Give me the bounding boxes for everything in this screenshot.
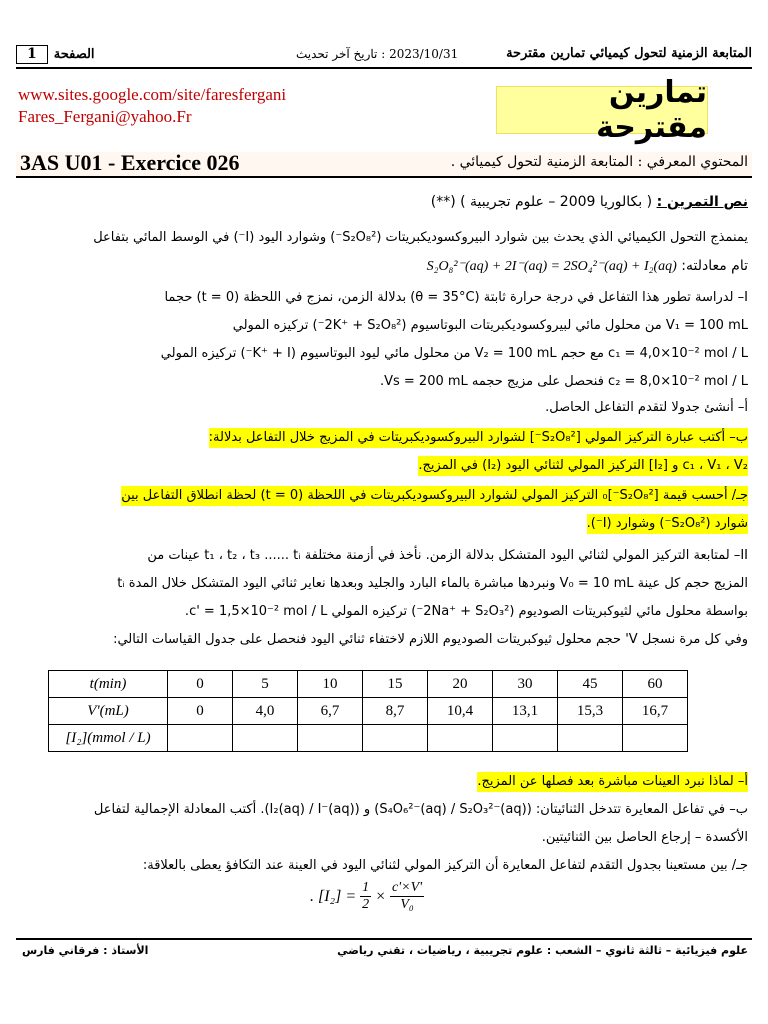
table-cell [168, 725, 233, 752]
table-cell: 30 [493, 671, 558, 698]
half-fraction [360, 880, 371, 913]
table-cell [493, 725, 558, 752]
site-link[interactable]: www.sites.google.com/site/faresfergani [18, 85, 287, 104]
table-cell: 20 [428, 671, 493, 698]
exercise-code: 3AS U01 - Exercice 026 [20, 150, 240, 175]
table-cell [558, 725, 623, 752]
header-title: المتابعة الزمنية لتحول كيميائي تمارين مقترحة [506, 46, 752, 61]
equation-line [427, 256, 748, 277]
page-title: تمارين مقترحة [496, 86, 708, 134]
update-date: 2023/10/31 : تاريخ آخر تحديث [296, 47, 459, 61]
part2-line: بواسطة محلول مائي لثيوكبريتات الصوديوم (2Na⁺ + S₂O₃²⁻) تركيزه المولي c' = 1,5×10⁻² mol / L. [184, 604, 748, 619]
table-row [49, 725, 688, 752]
fraction-numerator: 1 [362, 880, 370, 895]
teacher-name: الأستاذ : فرقاني فارس [22, 944, 149, 957]
table-cell [233, 725, 298, 752]
question-a: أ– لماذا نبرد العينات مباشرة بعد فصلها عن المزيج. [477, 772, 748, 792]
table-cell [623, 725, 688, 752]
formula-lhs: [I₂] = [318, 887, 357, 905]
row-label: V'(mL) [49, 698, 168, 725]
part1-line: V₁ = 100 mL من محلول مائي لبيروكسوديكبريتات البوتاسيوم (2K⁺ + S₂O₈²⁻) تركيزه المولي [232, 318, 748, 333]
table-cell: 15 [363, 671, 428, 698]
times-sign: × [375, 887, 386, 905]
part1-line: c₁ = 4,0×10⁻² mol / L مع حجم V₂ = 100 mL من محلول مائي ليود البوتاسيوم (K⁺ + I⁻) تركيزه المولي [160, 346, 748, 361]
part1-question: جـ/ أحسب قيمة [S₂O₈²⁻]₀ التركيز المولي لشوارد البيروكسوديكبريتات في اللحظة (t = 0) لحظة انطلاق التفاعل بين [121, 486, 748, 506]
statement-line: يمنمذج التحول الكيميائي الذي يحدث بين شوارد البيروكسوديكبريتات (S₂O₈²⁻) وشوارد اليود (I⁻) في الوسط المائي بتفاعل [93, 230, 748, 245]
table-cell: 0 [168, 671, 233, 698]
page-header [16, 45, 752, 69]
table-row [49, 698, 688, 725]
table-cell: 60 [623, 671, 688, 698]
page-footer [16, 938, 752, 958]
part1-line: c₂ = 8,0×10⁻² mol / L فنحصل على مزيج حجمه Vs = 200 mL. [379, 374, 748, 389]
fraction-numerator: c'×V' [391, 880, 423, 895]
table-cell [428, 725, 493, 752]
table-cell: 13,1 [493, 698, 558, 725]
part2-line: وفي كل مرة نسجل V' حجم محلول ثيوكبريتات الصوديوم اللازم لاختفاء ثنائي اليود فنحصل على جدول القياسات التالي: [113, 632, 748, 647]
formula-end: . [310, 887, 314, 905]
page-number: 1 [16, 45, 48, 64]
statement-label: نص التمرين : [656, 194, 748, 210]
course-info: علوم فيزيائية – ثالثة ثانوي – الشعب : علوم تجريبية ، رياضيات ، تقني رياضي [337, 944, 748, 957]
measurements-table [48, 670, 688, 752]
equation-label: تام معادلته: [681, 258, 748, 274]
table-cell: 15,3 [558, 698, 623, 725]
part1-question: c₁ ، V₁ ، V₂ و [I₂] التركيز المولي لثنائي اليود (I₂) في المزيج. [418, 456, 748, 476]
volume-fraction [390, 880, 424, 913]
table-cell: 0 [168, 698, 233, 725]
part1-question: شوارد (S₂O₈²⁻) وشوارد (I⁻). [587, 514, 748, 534]
question-b: ب– في تفاعل المعايرة تتدخل الثنائيتان: (S₄O₆²⁻(aq) / S₂O₃²⁻(aq)) و (I₂(aq) / I⁻(aq)). أكتب المعادلة الإجمالية لتفاعل [93, 802, 748, 817]
statement-source: ( بكالوريا 2009 – علوم تجريبية ) (**) [430, 194, 653, 210]
question-b-cont: الأكسدة – إرجاع الحاصل بين الثنائيتين. [541, 830, 748, 845]
table-row [49, 671, 688, 698]
fraction-denominator: V₀ [400, 897, 414, 912]
page-indicator [16, 45, 95, 64]
table-cell [298, 725, 363, 752]
table-cell: 4,0 [233, 698, 298, 725]
content-label: المحتوي المعرفي : المتابعة الزمنية لتحول كيميائي . [450, 154, 748, 170]
table-cell [363, 725, 428, 752]
question-c: جـ/ بين مستعينا بجدول التقدم لتفاعل المعايرة أن التركيز المولي لثنائي اليود في العينة عند التكافؤ يعطى بالعلاقة: [142, 858, 748, 873]
table-cell: 5 [233, 671, 298, 698]
exercise-banner [16, 152, 752, 178]
part2-line: المزيج حجم كل عينة V₀ = 10 mL ونبردها مباشرة بالماء البارد والجليد وبعدها نعاير ثنائي اليود المتشكل خلال المدة tᵢ [117, 576, 748, 591]
reaction-equation: S₂O₈²⁻(aq) + 2I⁻(aq) = 2SO₄²⁻(aq) + I₂(aq) [426, 259, 677, 274]
table-cell: 6,7 [298, 698, 363, 725]
table-cell: 10 [298, 671, 363, 698]
table-cell: 8,7 [363, 698, 428, 725]
part2-line: II– لمتابعة التركيز المولي لثنائي اليود المتشكل بدلالة الزمن. نأخذ في أزمنة مختلفة t₁ ، t₂ ، t₃ ...... tᵢ عينات من [147, 548, 748, 563]
table-cell: 16,7 [623, 698, 688, 725]
statement-header [431, 192, 748, 212]
row-label: t(min) [49, 671, 168, 698]
email-link[interactable]: Fares_Fergani@yahoo.Fr [18, 107, 192, 126]
table-cell: 45 [558, 671, 623, 698]
part1-question: ب– أكتب عبارة التركيز المولي [S₂O₈²⁻] لشوارد البيروكسوديكبريتات في المزيج خلال التفاعل بدلالة: [209, 428, 748, 448]
page-label: الصفحة [53, 47, 95, 62]
author-contact [18, 84, 286, 128]
table-cell: 10,4 [428, 698, 493, 725]
part1-question: أ– أنشئ جدولا لتقدم التفاعل الحاصل. [545, 400, 748, 415]
concentration-formula [310, 880, 424, 913]
fraction-denominator: 2 [362, 897, 370, 912]
part1-line: I– لدراسة تطور هذا التفاعل في درجة حرارة ثابتة (θ = 35°C) بدلالة الزمن، نمزج في اللحظة (t = 0) حجما [164, 290, 748, 305]
row-label: [I₂](mmol / L) [49, 725, 168, 752]
